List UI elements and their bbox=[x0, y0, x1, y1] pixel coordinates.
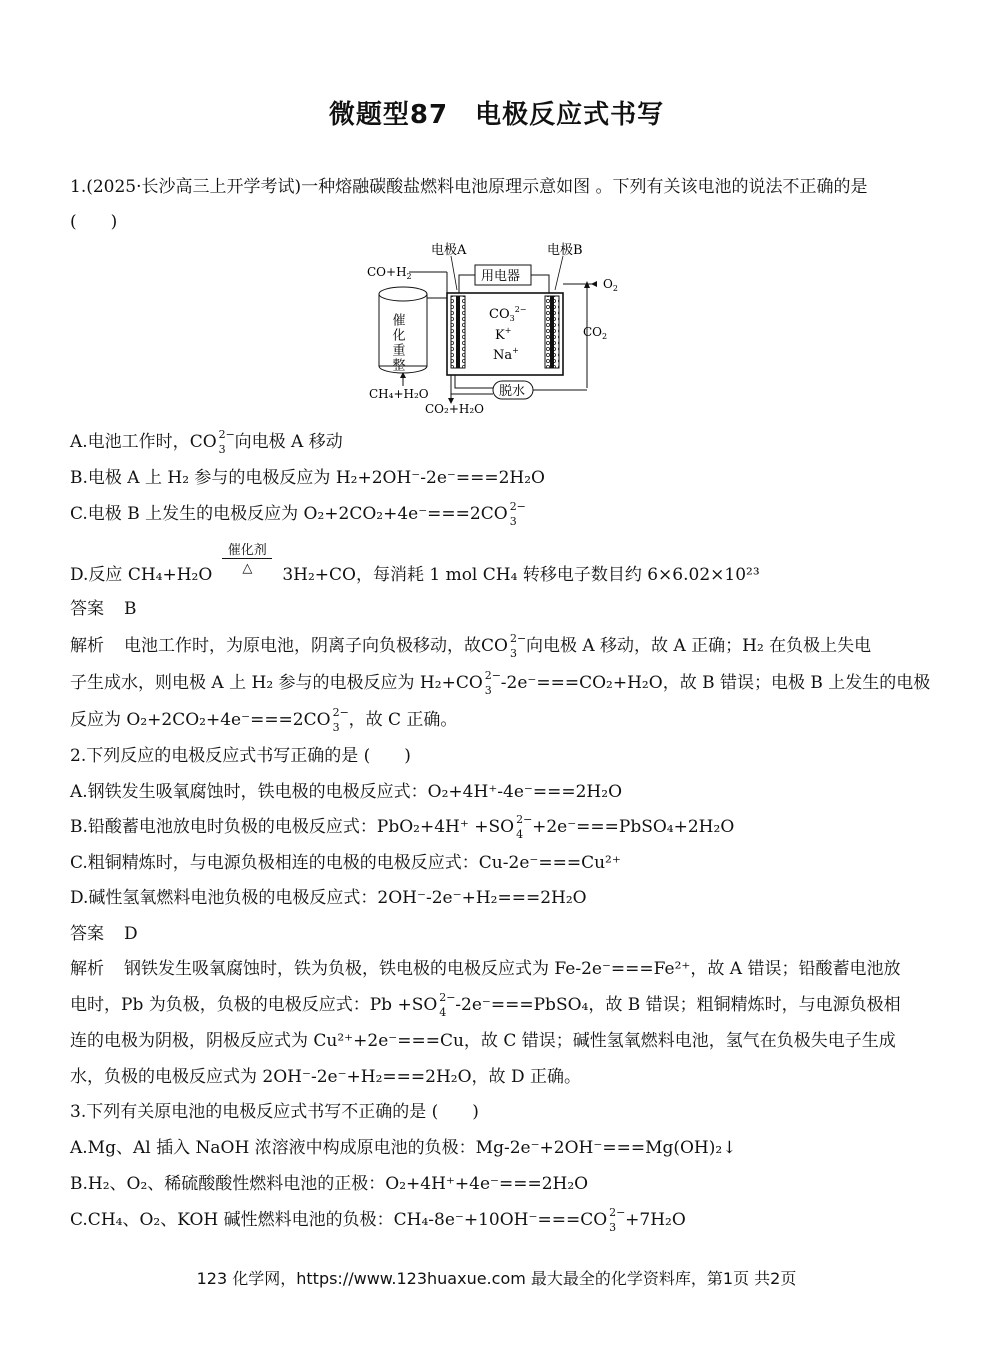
page-title: 微题型87 电极反应式书写 bbox=[328, 100, 665, 130]
ch4-h2o-label: CH₄+H₂O bbox=[369, 387, 429, 401]
ion-carbonate: $CO_3^{2-}$ bbox=[489, 305, 527, 323]
q2-analysis-line1: 解析 钢铁发生吸氧腐蚀时，铁为负极，铁电极的电极反应式为 Fe-2e⁻===Fe²⁺，故 A 错误；铅酸蓄电池放 bbox=[70, 959, 901, 979]
q1-answer: 答案 B bbox=[70, 599, 137, 619]
sulfate-ion: SO 2− 4 bbox=[411, 991, 456, 1019]
co-h2-label: $CO+H_2$ bbox=[367, 265, 412, 281]
q2-answer: 答案 D bbox=[70, 924, 138, 944]
o2-label: $O_2$ bbox=[603, 277, 618, 293]
q3-option-c[interactable]: C.CH₄、O₂、KOH 碱性燃料电池的负极：CH₄-8e⁻+10OH⁻===CO 2− 3 +7H₂O bbox=[70, 1206, 686, 1234]
reformer-label: 催化重整 bbox=[389, 313, 405, 373]
reaction-condition: 催化剂 △ bbox=[216, 562, 278, 582]
carbonate-ion: CO 2− 3 bbox=[189, 428, 235, 456]
co2-h2o-label: CO₂+H₂O bbox=[425, 402, 484, 416]
q3-stem: 3.下列有关原电池的电极反应式书写不正确的是 ( ) bbox=[70, 1102, 479, 1122]
appliance-label: 用电器 bbox=[481, 269, 521, 284]
q2-option-b[interactable]: B.铅酸蓄电池放电时负极的电极反应式：PbO₂+4H⁺ +SO 2− 4 +2e⁻===PbSO₄+2H₂O bbox=[70, 813, 735, 841]
ion-sodium: Na+ bbox=[493, 346, 519, 363]
page-footer: 123 化学网，https://www.123huaxue.com 最大最全的化学资料库，第1页 共2页 bbox=[196, 1269, 797, 1288]
q2-option-c[interactable]: C.粗铜精炼时，与电源负极相连的电极的电极反应式：Cu-2e⁻===Cu²⁺ bbox=[70, 853, 621, 873]
carbonate-ion: CO 2− 3 bbox=[480, 500, 526, 528]
q2-analysis-line2: 电时，Pb 为负极，负极的电极反应式：Pb +SO 2− 4 -2e⁻===PbSO₄，故 B 错误；粗铜精炼时，与电源负极相 bbox=[70, 991, 901, 1019]
ion-potassium: K+ bbox=[495, 326, 512, 343]
sulfate-ion: SO 2− 4 bbox=[488, 813, 533, 841]
q2-option-d[interactable]: D.碱性氢氧燃料电池负极的电极反应式：2OH⁻-2e⁻+H₂===2H₂O bbox=[70, 888, 587, 908]
q2-analysis-line3: 连的电极为阴极，阴极反应式为 Cu²⁺+2e⁻===Cu，故 C 错误；碱性氢氧燃料电池，氢气在负极失电子生成 bbox=[70, 1031, 896, 1051]
q2-analysis-line4: 水，负极的电极反应式为 2OH⁻-2e⁻+H₂===2H₂O，故 D 正确。 bbox=[70, 1067, 581, 1087]
q1-stem: 1.(2025·长沙高三上开学考试)一种熔融碳酸盐燃料电池原理示意如图 。下列有关该电池的说法不正确的是 bbox=[70, 177, 868, 197]
q1-analysis-line1: 解析 电池工作时，为原电池，阴离子向负极移动，故CO 2− 3 向电极 A 移动，故 A 正确；H₂ 在负极上失电 bbox=[70, 632, 872, 660]
q1-option-c[interactable]: C.电极 B 上发生的电极反应为 O₂+2CO₂+4e⁻===2CO 2− 3 bbox=[70, 500, 526, 528]
q3-option-b[interactable]: B.H₂、O₂、稀硫酸酸性燃料电池的正极：O₂+4H⁺+4e⁻===2H₂O bbox=[70, 1174, 589, 1194]
q1-blank: ( ) bbox=[70, 212, 118, 232]
q1-analysis-line2: 子生成水，则电极 A 上 H₂ 参与的电极反应为 H₂+CO 2− 3 -2e⁻===CO₂+H₂O，故 B 错误；电极 B 上发生的电极 bbox=[70, 669, 931, 697]
q1-option-d[interactable]: D.反应 CH₄+H₂O 催化剂 △ 3H₂+CO，每消耗 1 mol CH₄ 转移电子数目约 6×6.02×10²³ bbox=[70, 543, 760, 585]
fuel-cell-diagram bbox=[365, 238, 635, 418]
electrode-a-label: 电极A bbox=[431, 243, 467, 258]
electrode-b-label: 电极B bbox=[547, 243, 583, 258]
carbonate-ion: CO 2− 3 bbox=[455, 669, 501, 697]
carbonate-ion: CO 2− 3 bbox=[303, 706, 349, 734]
dehydrator-label: 脱水 bbox=[499, 384, 526, 399]
q1-analysis-line3: 反应为 O₂+2CO₂+4e⁻===2CO 2− 3 ，故 C 正确。 bbox=[70, 706, 458, 734]
q2-option-a[interactable]: A.钢铁发生吸氧腐蚀时，铁电极的电极反应式：O₂+4H⁺-4e⁻===2H₂O bbox=[70, 782, 623, 802]
carbonate-ion: CO 2− 3 bbox=[580, 1206, 626, 1234]
q3-option-a[interactable]: A.Mg、Al 插入 NaOH 浓溶液中构成原电池的负极：Mg-2e⁻+2OH⁻===Mg(OH)₂↓ bbox=[70, 1138, 737, 1158]
q1-option-a[interactable]: A.电池工作时，CO 2− 3 向电极 A 移动 bbox=[70, 428, 343, 456]
carbonate-ion: CO 2− 3 bbox=[481, 632, 527, 660]
co2-label: $CO_2$ bbox=[583, 325, 608, 341]
q2-stem: 2.下列反应的电极反应式书写正确的是 ( ) bbox=[70, 746, 411, 766]
q1-option-b[interactable]: B.电极 A 上 H₂ 参与的电极反应为 H₂+2OH⁻-2e⁻===2H₂O bbox=[70, 468, 545, 488]
